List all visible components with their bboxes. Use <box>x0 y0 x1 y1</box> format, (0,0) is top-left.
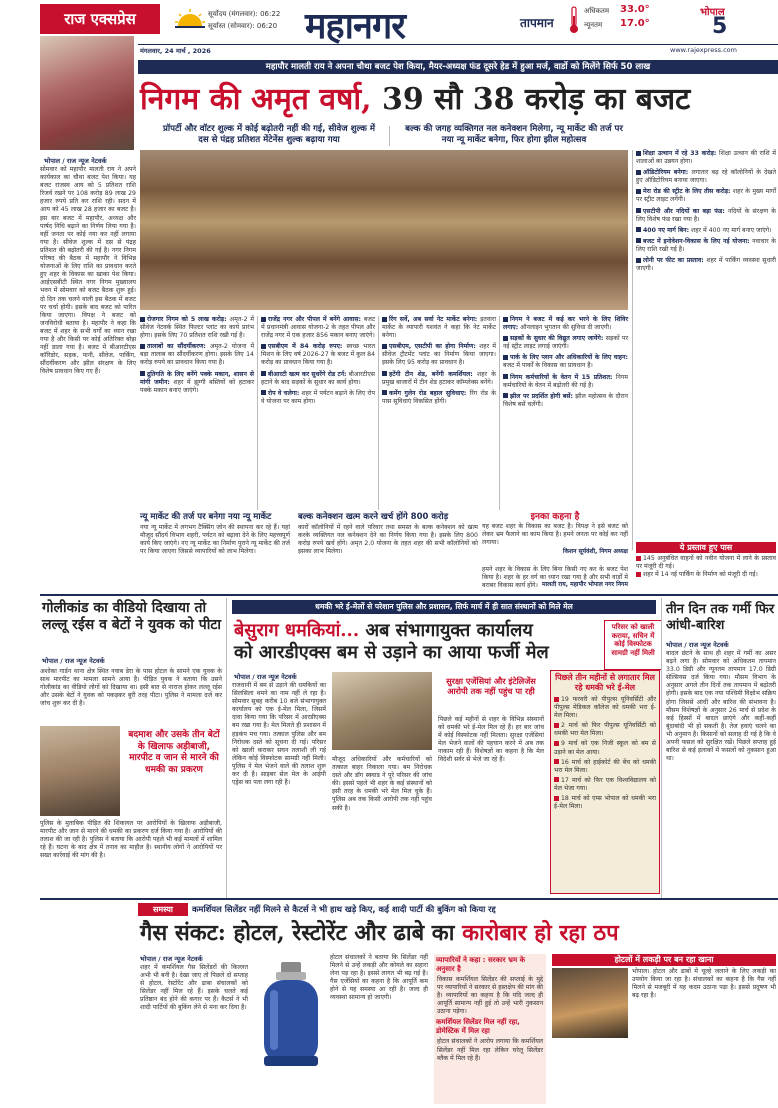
city-name: भोपाल <box>700 7 725 18</box>
sun-icon <box>175 8 205 30</box>
bomb-right-item: 16 मार्च को हाईकोर्ट की बेंच को धमकी भरा मेल मिला। <box>554 758 656 774</box>
col1-item: रोजगार निगम को 5 लाख करोड़: अमृत-2 में सीवेज नेटवर्क स्थित फिल्टर प्लांट का कार्य प्रारंभ होगा। इसके लिए 70 प्रतिशत राशि रखी गई है। <box>140 316 255 340</box>
gas-box-body: विकास कमर्शियल सिलेंडर की सप्लाई के मुद्दे पर व्यापारियों ने सरकार से हस्तक्षेप की मांग की है। व्यापारियों का कहना है कि यदि जल्द ही आपूर्ति सामान्य नहीं हुई तो उन्हें भारी नुकसान उठाना पड़ेगा। <box>437 976 543 1016</box>
date: मंगलवार, 24 मार्च , 2026 <box>140 47 211 55</box>
gas-box <box>434 954 546 1104</box>
quote-box <box>482 512 628 564</box>
bomb-headline-red: बेसुराग धमकियां... <box>234 620 360 641</box>
subhead-new-market: न्यू मार्केट की तर्ज पर बनेगा नया न्यू मार्केट <box>140 512 272 522</box>
col5-item: मेरा रोड की स्ट्रीट के लिए तीस करोड़: शहर के मुख्य मार्गों पर स्ट्रीट लाइट लगेंगी। <box>636 188 776 204</box>
quote-2-block <box>482 566 628 588</box>
bomb-right-head: पिछले तीन महीनों से लगातार मिल रहे धमकी भरे ई-मेल <box>555 673 655 692</box>
col3-item: एसबीएम, एसटीपी का होगा निर्माण: शहर में सीवेज ट्रीटमेंट प्लांट का निर्माण किया जाएगा। इसके लिए 95 करोड़ का प्रावधान है। <box>382 343 497 367</box>
left-story-photo <box>40 726 120 816</box>
bomb-body: राजधानी में बम से उड़ाने की धमकियों का सिलसिला थमने का नाम नहीं ले रहा है। सोमवार सुबह करीब 10 बजे संभागायुक्त कार्यालय को एक ई-मेल मिला, जिसमें दावा किया गया कि परिसर में आरडीएक्स बम रखा गया है। मेल मिलते ही प्रशासन में हड़कंप मच गया। तत्काल पुलिस और बम निरोधक दस्ते को सूचना दी गई। परिसर को खाली कराकर सघन तलाशी ली गई लेकिन कोई विस्फोटक सामग्री नहीं मिली। पुलिस ने मेल भेजने वाले की तलाश शुरू कर दी है। साइबर सेल मेल के आईपी एड्रेस का पता लगा रही है। <box>232 682 326 787</box>
gas-byline: भोपाल / राज न्यूज नेटवर्क <box>140 955 203 963</box>
bomb-strap: धमकी भरे ई-मेलों से परेशान पुलिस और प्रशासन, सिर्फ मार्च में ही सात संस्थानों को मिले मेल <box>232 600 656 614</box>
col3-item: हटेंगी टीन शेड, बनेंगी कमर्शियल: शहर के प्रमुख बाजारों में टीन शेड हटाकर कॉम्प्लेक्स बनेंगे। <box>382 370 496 386</box>
lead-headline-black: 39 सौ 38 करोड़ का बजट <box>382 82 691 117</box>
proposals-box <box>636 542 776 592</box>
gas-photo <box>552 968 628 1038</box>
left-story-byline: भोपाल / राज न्यूज नेटवर्क <box>42 657 105 665</box>
section-title: महानगर <box>305 5 405 47</box>
subhead-new-market-body: नया न्यू मार्केट में लगभग टैक्सिंग जोन की स्थापना कर रहे हैं। यहां मौजूद सौंदर्य विभाग शहरी, पर्यटन को बढ़ावा देने के लिए महत्त्वपूर्ण कार्य किए जाएंगे। नए न्यू मार्केट का निर्माण पुराने न्यू मार्केट की तर्ज पर किया जाएगा जिससे व्यापारियों को लाभ मिलेगा। <box>140 524 290 556</box>
gas-box-head: व्यापारियों ने कहा : सरकार भ्रम के अनुसार है <box>436 956 525 973</box>
bomb-mid-head: सुरक्षा एजेंसियां और इंटेलिजेंस आरोपी तक नहीं पहुंच पा रही <box>446 676 536 696</box>
gas-body-2: होटल संचालकों ने बताया कि सिलेंडर नहीं मिलने से उन्हें लकड़ी और कोयले का सहारा लेना पड़ रहा है। इससे लागत भी बढ़ गई है। गैस एजेंसियों का कहना है कि आपूर्ति कम होने से यह समस्या आ रही है। जल्द ही व्यवस्था सामान्य हो जाएगी। <box>330 954 428 1002</box>
bomb-headline <box>234 620 600 664</box>
gas-cylinder-icon <box>256 960 326 1070</box>
lead-byline: भोपाल / राज न्यूज नेटवर्क <box>44 157 107 165</box>
bomb-right-item: 18 मार्च को एम्स भोपाल को धमकी भरा ई-मेल मिला। <box>554 795 656 811</box>
budget-list-col5 <box>636 150 776 540</box>
lead-headline <box>140 80 776 122</box>
col4-item: झील पर प्रदर्शित होगी बसें: झील महोत्सव के दौरान विशेष बसें चलेंगी। <box>503 392 628 408</box>
col2-item: बीआरटी खत्म कर सुधरेंगे रोड टर्न: बीआरटीएस हटाने के बाद सड़कों के सुधार का कार्य होगा। <box>261 370 375 386</box>
temperature-label: तापमान <box>520 16 554 30</box>
col5-item: शिक्षा उत्थान में रहे 33 करोड़: शिक्षा उत्थान की राशि में शालाओं का उन्नयन होगा। <box>636 150 776 166</box>
budget-list-col1 <box>140 316 254 510</box>
page-number: 5 <box>712 14 728 39</box>
col2-item: एसबीएम में 84 करोड़ रुपए: स्वच्छ भारत मिशन के लिए वर्ष 2026-27 के बजट में कुल 84 करोड़ का प्रावधान किया गया है। <box>261 343 376 367</box>
min-temp-label: न्यूनतम <box>584 21 603 29</box>
website: www.rajexpress.com <box>670 46 737 54</box>
max-temp-label: अधिकतम <box>584 7 610 15</box>
budget-list-col2 <box>261 316 375 510</box>
col1-item: तालाबों का सौंदर्यीकरण: अमृत-2 योजना में बड़ा तालाब का सौंदर्यीकरण होगा। इसके लिए 14 करोड़ रुपये का प्रावधान किया गया है। <box>140 343 255 367</box>
mayor-photo <box>40 36 134 150</box>
quote-2: हमने शहर के विकास के लिए बिना किसी नए कर के बजट पेश किया है। शहर के हर वर्ग का ध्यान रखा गया है और सभी वार्डों में बराबर विकास कार्य होंगे। <box>482 566 628 590</box>
proposals-head: ये प्रस्ताव हुए पास <box>636 542 776 553</box>
col4-item: निगम ने बजट में कई कर भरने के लिए शिविर लगाए: ऑनलाइन भुगतान की सुविधा दी जाएगी। <box>503 316 628 332</box>
col5-item: 400 नए मार्ग बिन: शहर में 400 नए मार्ग बनाए जाएंगे। <box>636 227 776 235</box>
left-story-pull: बदमाश और उसके तीन बेटों के खिलाफ अड़ीबाजी, मारपीट व जान से मारने की धमकी का प्रकरण <box>128 730 220 775</box>
left-story-body: अशोका गार्डन थाना क्षेत्र स्थित नवाब डेरा के पास होटल के सामने एक युवक के साथ मारपीट का मामला सामने आया है। पीड़ित युवक ने बताया कि उसने गोलीकांड का वीडियो लोगों को दिखाया था। इसी बात से नाराज होकर लल्लू रईस और उसके बेटों ने युवक को पकड़कर बुरी तरह पीटा। पुलिस ने मामला दर्ज कर जांच शुरू कर दी है। <box>40 668 222 708</box>
bomb-headline-2: को आरडीएक्स बम से उड़ाने का आया फर्जी मेल <box>234 642 549 663</box>
col4-item: पार्क के लिए प्लान और अधिकारियों के लिए वाहन: बजट में पार्कों के विकास का प्रावधान है। <box>503 354 628 370</box>
bomb-photo <box>332 672 432 750</box>
col5-item: लोनी पर फीट का प्रस्ताव: शहर में पार्किंग व्यवस्था सुधारी जाएगी। <box>636 257 776 273</box>
bomb-mid-body: पिछले कई महीनों से शहर के विभिन्न संस्थानों को धमकी भरे ई-मेल मिल रहे हैं। हर बार जांच में कोई विस्फोटक नहीं मिलता। सुरक्षा एजेंसियां मेल भेजने वालों की पहचान करने में अब तक नाकाम रही हैं। विशेषज्ञों का कहना है कि मेल विदेशी सर्वर से भेजे जा रहे हैं। <box>438 716 544 764</box>
col4-item: निगम कर्मचारियों के वेतन में 15 प्रतिशत: निगम कर्मचारियों के वेतन में बढ़ोतरी की गई है। <box>503 373 629 389</box>
gas-tag: समस्या <box>138 903 188 916</box>
col3-item: रिंग सर्वे, अब सर्वा नेट मार्केट बनेगा: इतवारा मार्केट के व्यापारी यशवंत ने कहा कि नेट मार्केट बनेगा। <box>382 316 497 340</box>
max-temp-value: 33.0° <box>620 4 650 15</box>
min-temp-value: 17.0° <box>620 18 650 29</box>
gas-strap: कमर्शियल सिलेंडर नहीं मिलने से कैटर्स ने भी हाथ खड़े किए, कई शादी पार्टी की बुकिंग को किया रद्द <box>192 904 496 914</box>
quote-box-title: इनका कहना है <box>530 512 580 522</box>
sunset-time: सूर्यास्त (सोमवार): 06:20 <box>208 22 278 30</box>
quote-1: यह बजट शहर के विकास का बजट है। विपक्ष ने इसे बजट को लेकर भ्रम फैलाने का काम किया है। हमने जनता पर कोई कर नहीं लगाया। <box>482 523 628 547</box>
quote-1-author: किशन सूर्यवंशी, निगम अध्यक्ष <box>562 548 628 555</box>
gas-headline <box>140 918 776 952</box>
bomb-byline: भोपाल / राज न्यूज नेटवर्क <box>234 673 297 681</box>
gas-headline-black: गैस संकट: होटल, रेस्टोरेंट और ढाबे का <box>140 920 455 946</box>
col1-item: द्रुतिगति के लिए बनेंगे पक्के मकान, शासन से मांगी जमीन: शहर में झुग्गी बस्तियों को हटाकर पक्के मकान बनाए जाएंगे। <box>140 370 254 394</box>
bomb-right-item: 2 मार्च को फिर पीपुल्स यूनिवर्सिटी को धमकी भरा मेल मिला। <box>554 722 656 738</box>
bomb-right-item: 19 फरवरी को पीपुल्स यूनिवर्सिटी और पीपुल्स मेडिकल कॉलेज को धमकी भरा ई-मेल मिला। <box>554 696 656 720</box>
bomb-right-box <box>550 670 660 894</box>
lead-deck-2: बल्क की जगह व्यक्तिगत नल कनेक्शन मिलेगा, न्यू मार्केट की तर्ज पर नया न्यू मार्केट बनेगा, फिर होगा झील महोत्सव <box>405 124 623 145</box>
weather-headline: तीन दिन तक गर्मी फिर आंधी-बारिश <box>666 602 775 633</box>
lead-strap: महापौर मालती राय ने अपना चौथा बजट पेश किया, मैयर-अध्यक्ष फंड दूसरे हेड में हुआ मर्ज, वार्डो को मिलेंगे सिर्फ 50 लाख <box>138 60 778 74</box>
quote-2-author: मालती राय, महापौर भोपाल नगर निगम <box>542 581 628 588</box>
bomb-right-item: 17 मार्च को फिर एक विश्वविद्यालय को मेल भेजा गया। <box>554 776 656 792</box>
sunrise-time: सूर्योदय (मंगलवार): 06:22 <box>208 10 281 18</box>
gas-photo-head: होटलों में लकड़ी पर बन रहा खाना <box>552 954 776 966</box>
subhead-bulk-connection-body: कारों कॉलोनियों में रहने वाले परिवार तथा समस्त के बल्क कनेक्शन को खत्म करके व्यक्तिगत नल कनेक्शन देने का निर्णय किया गया है। इसके लिए 800 करोड़ रुपये खर्च होंगे। अमृत 2.0 योजना के तहत शहर की सभी कॉलोनियों को इसका लाभ मिलेगा। <box>298 524 478 556</box>
gas-headline-red: कारोबार हो रहा ठप <box>462 920 619 946</box>
col2-item: रोप वे चलेगा: शहर में पर्यटन बढ़ाने के लिए रोप वे योजना पर काम होगा। <box>261 389 375 405</box>
bomb-headline-1: अब संभागायुक्त कार्यालय <box>365 620 533 641</box>
col2-item: राजेंद्र नगर और पीपल में बनेंगे आवास: बजट में प्रधानमंत्री आवास योजना-2 के तहत पीपल और राजेंद्र नगर में एक हजार 856 मकान बनाए जाएंगे। <box>261 316 376 340</box>
gas-box-body-2: होटल संचालकों ने आरोप लगाया कि कमर्शियल सिलेंडर नहीं मिल रहा लेकिन घरेलू सिलेंडर ब्लैक में मिल रहे हैं। <box>437 1038 543 1062</box>
proposal-item: 145 अनुबंधित वाहनों को नवीन योजना में लाने के प्रस्ताव पर मंजूरी दी गई। <box>636 555 776 571</box>
col5-item: बजट में इनोवेशन-विकास के लिए नई योजना: नवाचार के लिए राशि रखी गई है। <box>636 237 776 253</box>
gas-photo-body: भोपाल। होटल और ढाबों में चूल्हे जलाने के लिए लकड़ी का उपयोग किया जा रहा है। संचालकों का कहना है कि गैस नहीं मिलने से मजबूरी में यह कदम उठाना पड़ा है। इससे प्रदूषण भी बढ़ रहा है। <box>632 968 776 1000</box>
weather-byline: भोपाल / राज न्यूज नेटवर्क <box>666 641 729 649</box>
bomb-side-box: परिसर को खाली कराया, सचिन में कोई विस्फोटक सामग्री नहीं मिली <box>604 620 662 670</box>
logo: राज एक्सप्रेस <box>40 4 160 34</box>
budget-list-col3 <box>382 316 496 510</box>
proposal-item: शहर में 14 नई पार्किंग के निर्माण को मंजूरी दी गई। <box>636 571 776 587</box>
col3-item: कमेंग गुलेन रोड बहाल सुविधाए: रिंग रोड के पास सुविधाएं विकसित होंगी। <box>382 389 496 405</box>
council-meeting-photo <box>140 150 628 310</box>
lead-deck-1: प्रॉपर्टी और वॉटर शुल्क में कोई बढ़ोतरी नहीं की गई, सीवेज शुल्क में दस से पंद्रह प्रतिशत मेंटेनेंस शुल्क बढ़ाया गया <box>162 124 376 145</box>
lead-headline-red: निगम की अमृत वर्षा, <box>140 82 372 117</box>
weather-body: बादल छंटने के साथ ही शहर में गर्मी का असर बढ़ने लगा है। सोमवार को अधिकतम तापमान 33.0 डिग्री और न्यूनतम तापमान 17.0 डिग्री सेल्सियस दर्ज किया गया। मौसम विभाग के अनुसार अगले तीन दिनों तक तापमान में बढ़ोतरी होगी। इसके बाद एक नया पश्चिमी विक्षोभ सक्रिय होगा जिससे आंधी और बारिश की संभावना है। मौसम विशेषज्ञों के अनुसार 26 मार्च से प्रदेश के कई हिस्सों में बादल छाएंगे और कहीं-कहीं बूंदाबांदी भी हो सकती है। तेज हवाएं चलने का भी अनुमान है। किसानों को सलाह दी गई है कि वे अपनी फसल को सुरक्षित रखें। पिछले सप्ताह हुई बारिश से कई इलाकों में फसलों को नुकसान हुआ था। <box>666 650 776 763</box>
col4-item: सड़कों के सुधार की विद्युत लगाए जायेंगे: सड़कों पर नई स्ट्रीट लाइट लगाई जाएंगी। <box>503 335 628 351</box>
left-story-body-2: पुलिस के मुताबिक पीड़ित की शिकायत पर आरोपियों के खिलाफ अड़ीबाजी, मारपीट और जान से मारने की धमकी का प्रकरण दर्ज किया गया है। आरोपियों की तलाश की जा रही है। पुलिस ने बताया कि आरोपी पहले भी कई मामलों में शामिल रहे हैं। घटना के बाद क्षेत्र में तनाव का माहौल है। स्थानीय लोगों ने आरोपियों पर सख्त कार्रवाई की मांग की है। <box>40 820 222 860</box>
gas-body-1: शहर में कमर्शियल गैस सिलेंडरों की किल्लत अभी भी बनी है। देखा जाए तो पिछले दो सप्ताह से होटल, रेस्टोरेंट और ढाबा संचालकों को सिलेंडर नहीं मिल रहे हैं। इसके चलते कई प्रतिष्ठान बंद होने की कगार पर हैं। कैटर्स ने भी शादी पार्टियों की बुकिंग लेने से मना कर दिया है। <box>140 964 248 1012</box>
lead-body: सोमवार को महापौर मालती राय ने अपने कार्यकाल का चौथा बजट पेश किया। यह बजट राजस्व आय को 5 प्रतिशत राशि रिजर्व रखने पर 108 करोड़ 89 लाख 29 हजार रुपये प्रति कर राशि रही। सदन में आय को 45 लाख 28 हजार का बजट है। इस बार बजट में महापौर, अध्यक्ष और पार्षद निधि बढ़ाने का निर्णय लिया गया है। वहीं जनता पर कोई नया कर नहीं लगाया गया है। सीवेज शुल्क में दस से पंद्रह प्रतिशत की बढ़ोतरी की गई है। नगर निगम परिषद की बैठक में महापौर ने विभिन्न योजनाओं के लिए राशि का प्रावधान करते हुए शहर के विकास का खाका पेश किया। आईएसबीटी स्थित नगर निगम मुख्यालय भवन में सोमवार को बजट बैठक शुरू हुई। दो दिन तक चलने वाली इस बैठक में बजट पर चर्चा होगी। इसके बाद बजट को पारित किया जाएगा। विपक्ष ने बजट को जनविरोधी बताया है। महापौर ने कहा कि बजट में शहर के सभी वर्गों का ध्यान रखा गया है और किसी पर कोई अतिरिक्त बोझ नहीं डाला गया है। बजट में बीआरटीएस कॉरिडोर, सड़क, पानी, सीवेज, पार्किंग, सौंदर्यीकरण और झील संरक्षण के लिए विशेष प्रावधान किए गए हैं। <box>40 166 136 376</box>
subhead-bulk-connection: बल्क कनेक्शन खत्म करने खर्च होंगे 800 करोड़ <box>298 512 449 522</box>
bomb-right-item: 9 मार्च को एक निजी स्कूल को बम से उड़ाने का मेल आया। <box>554 740 656 756</box>
col5-item: एसटीपी और नदियों का बड़ा फंड: नदियों के संरक्षण के लिए विशेष फंड रखा गया है। <box>636 207 776 223</box>
thermometer-icon <box>568 6 580 34</box>
left-story-headline: गोलीकांड का वीडियो दिखाया तो लल्लू रईस व बेटों ने युवक को पीटा <box>42 600 222 633</box>
col5-item: ऑडिटोरियम बनेगा: लगातार बढ़ रहे कॉलोनियों के देखते हुए ऑडिटोरियम बनाया जाएगा। <box>636 169 776 185</box>
bomb-body-2: मौजूद अधिकारियों और कर्मचारियों को तत्काल बाहर निकाला गया। बम निरोधक दस्ते और डॉग स्क्वाड ने पूरे परिसर की जांच की। इससे पहले भी शहर के कई संस्थानों को इसी तरह के धमकी भरे मेल मिल चुके हैं। पुलिस अब तक किसी आरोपी तक नहीं पहुंच सकी है। <box>332 756 432 812</box>
gas-box-head-2: कमर्शियल सिलेंडर मिल नहीं रहा, डोमेस्टिक में मिल रहा <box>436 1018 520 1036</box>
